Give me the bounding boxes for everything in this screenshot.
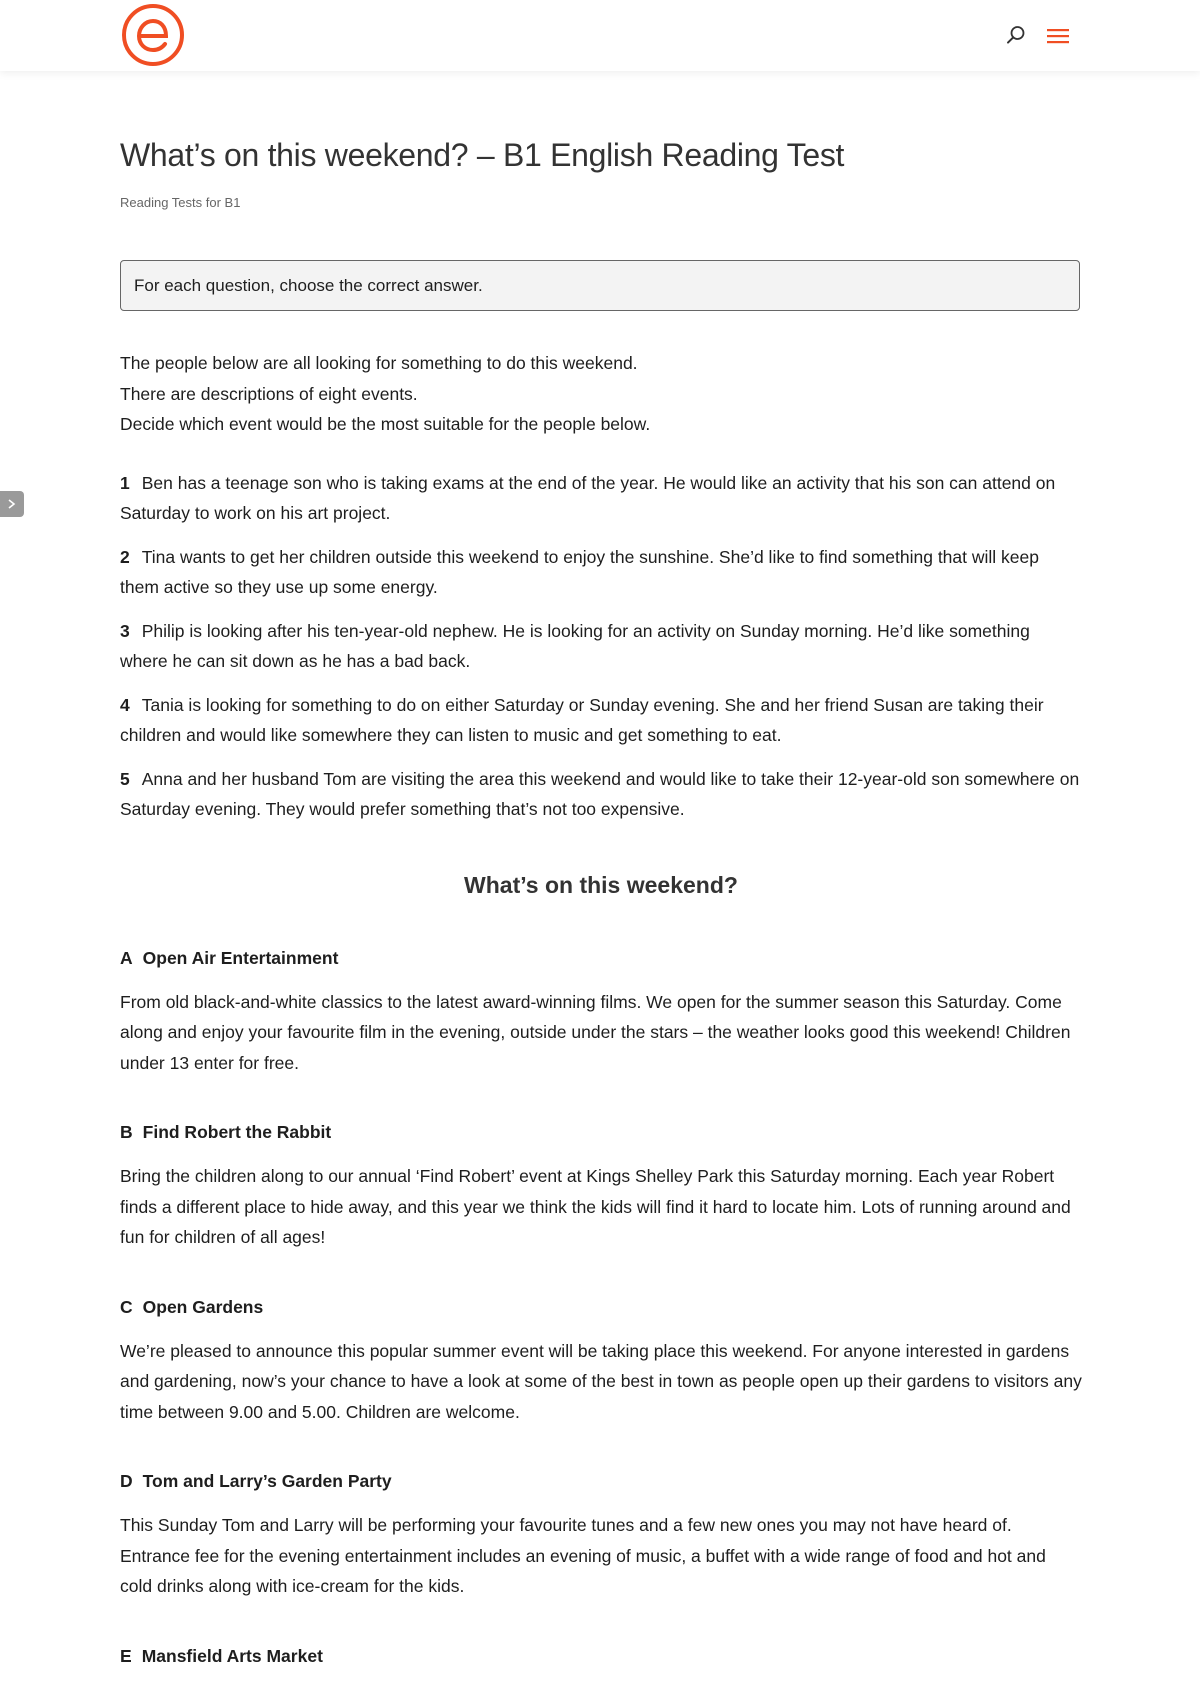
event-title: [120, 1469, 1082, 1493]
article-content: [120, 120, 1082, 1668]
question-text: Philip is looking after his ten-year-old nephew. He is looking for an activity on Sunday morning. He’d like something where he can sit down as he has a bad back.: [120, 620, 1030, 671]
event-title: [120, 1644, 1082, 1668]
category-link[interactable]: Reading Tests for B1: [120, 195, 241, 210]
search-icon[interactable]: [1005, 24, 1027, 46]
chevron-right-icon: [6, 498, 18, 510]
events-heading: What’s on this weekend?: [464, 871, 738, 898]
event-list: [120, 946, 1082, 1668]
instruction-box: For each question, choose the correct answer.: [120, 260, 1080, 311]
event-description: Bring the children along to our annual ‘Find Robert’ event at Kings Shelley Park this Saturday morning. Each year Robert finds a different place to hide away, and this year we think the kids will find it hard to locate him. Lots of running around and fun for children of all ages!: [120, 1166, 1071, 1247]
question-item: [120, 690, 1082, 750]
event-description: We’re pleased to announce this popular summer event will be taking place this weekend. For anyone interested in gardens and gardening, now’s your chance to have a look at some of the best in town as people open up their gardens to visitors any time between 9.00 and 5.00. Children are welcome.: [120, 1340, 1082, 1422]
intro-line: There are descriptions of eight events.: [120, 383, 418, 404]
question-number: 1: [120, 472, 130, 493]
question-number: 3: [120, 620, 130, 641]
intro-text: [120, 348, 1082, 440]
event-title: [120, 1120, 1082, 1144]
event-name: Mansfield Arts Market: [141, 1645, 323, 1666]
event-name: Find Robert the Rabbit: [142, 1122, 332, 1142]
question-item: [120, 542, 1082, 602]
event-letter: E: [120, 1645, 132, 1666]
question-text: Ben has a teenage son who is taking exams at the end of the year. He would like an activity that his son can attend on Saturday to work on his art project.: [120, 472, 1056, 523]
question-text: Tina wants to get her children outside this weekend to enjoy the sunshine. She’d like to find something that will keep them active so they use up some energy.: [120, 546, 1039, 597]
event-name: Open Gardens: [142, 1296, 264, 1317]
event-letter: C: [120, 1296, 133, 1317]
sidebar-toggle-button[interactable]: [0, 491, 24, 517]
event-letter: D: [120, 1471, 133, 1491]
question-item: [120, 616, 1082, 676]
event-letter: B: [120, 1122, 133, 1142]
question-number: 2: [120, 546, 130, 567]
question-text: Anna and her husband Tom are visiting the area this weekend and would like to take their 12-year-old son somewhere on Saturday evening. They would prefer something that’s not too expensive.: [120, 768, 1080, 819]
intro-line: Decide which event would be the most suitable for the people below.: [120, 414, 651, 434]
question-list: [120, 468, 1082, 824]
event-description: From old black-and-white classics to the latest award-winning films. We open for the summer season this Saturday. Come along and enjoy your favourite film in the evening, outside under the stars – the weather looks good this weekend! Children under 13 enter for free.: [120, 991, 1071, 1073]
event-title: [120, 946, 1082, 970]
event-name: Open Air Entertainment: [142, 947, 339, 968]
event-name: Tom and Larry’s Garden Party: [142, 1471, 392, 1491]
question-text: Tania is looking for something to do on either Saturday or Sunday evening. She and her friend Susan are taking their children and would like somewhere they can listen to music and get something to eat.: [120, 694, 1044, 745]
hamburger-menu-icon[interactable]: [1046, 26, 1070, 46]
event-title: [120, 1295, 1082, 1319]
event-description: This Sunday Tom and Larry will be performing your favourite tunes and a few new ones you may not have heard of. Entrance fee for the evening entertainment includes an evening of music, a buffet with a wide range of food and hot and cold drinks along with ice-cream for the kids.: [120, 1515, 1046, 1596]
question-number: 5: [120, 768, 130, 789]
question-number: 4: [120, 694, 130, 715]
page-title: What’s on this weekend? – B1 English Reading Test: [120, 137, 845, 173]
event-letter: A: [120, 947, 133, 968]
question-item: [120, 764, 1082, 824]
question-item: [120, 468, 1082, 528]
site-header: [0, 0, 1200, 71]
logo[interactable]: [121, 3, 185, 67]
intro-line: The people below are all looking for something to do this weekend.: [120, 353, 638, 373]
